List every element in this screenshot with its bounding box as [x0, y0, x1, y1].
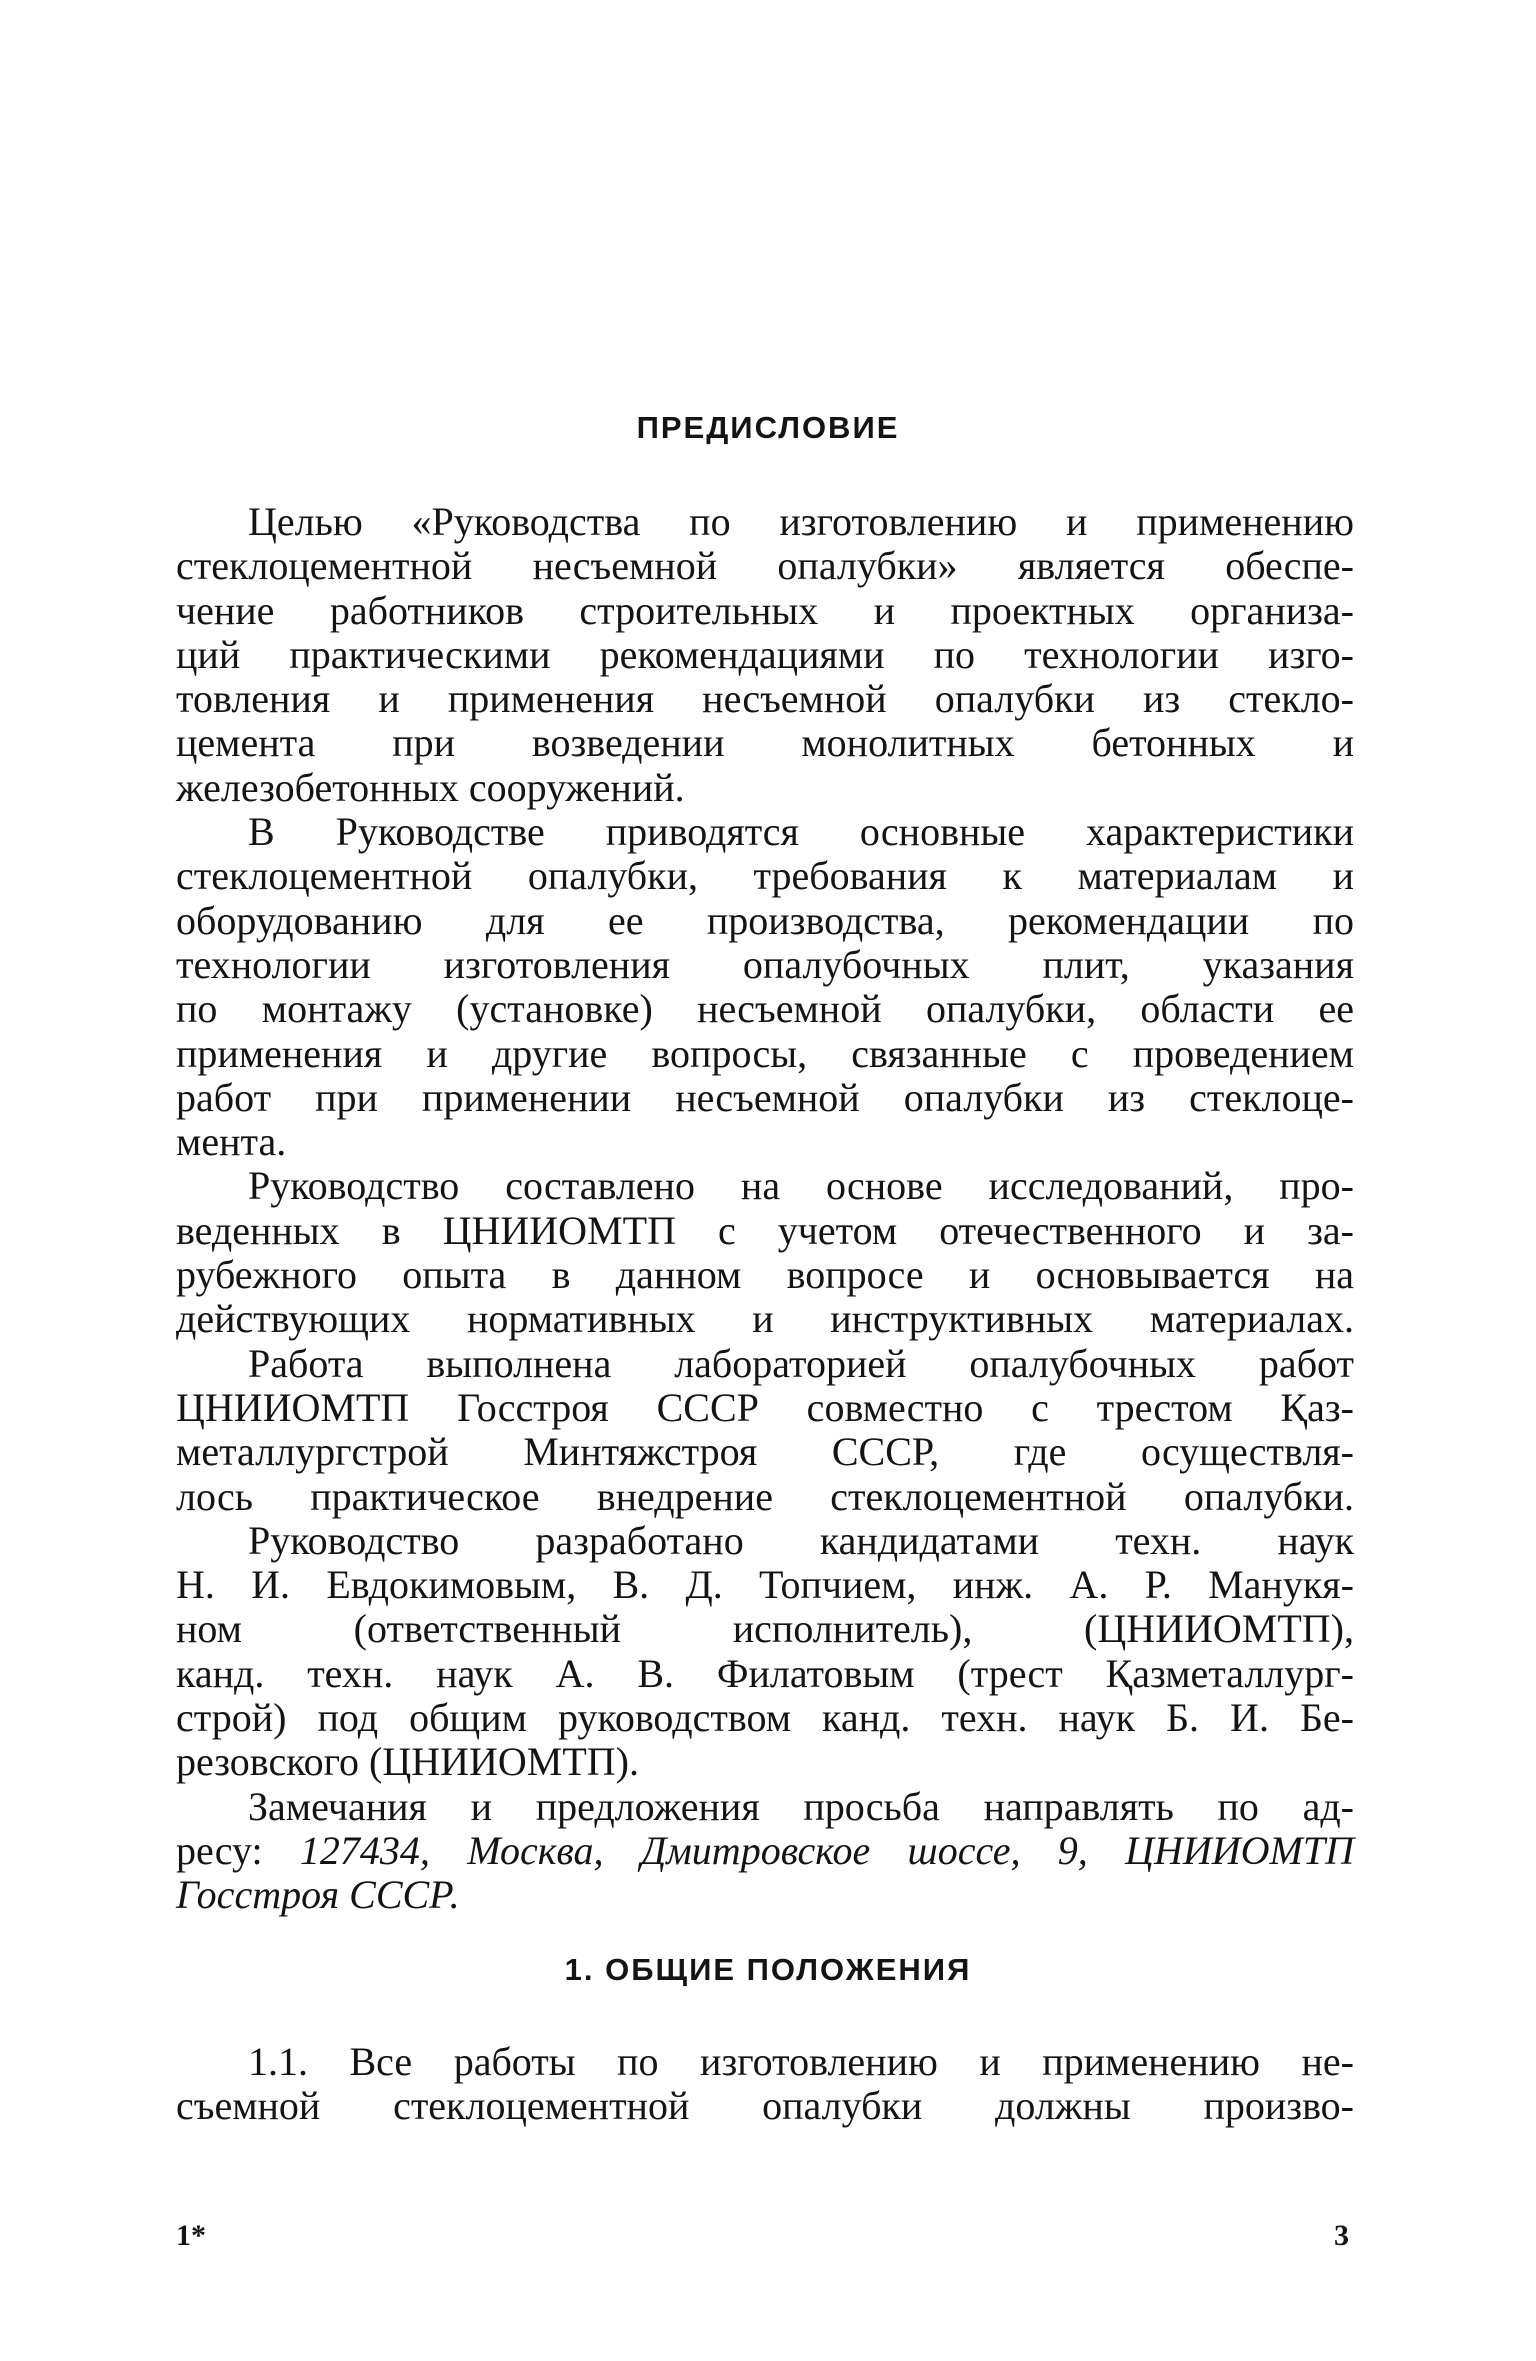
address-prefix: ресу: [176, 1827, 300, 1873]
text-line: товления и применения несъемной опалубки из стекло- [176, 676, 1354, 722]
address-line [176, 1829, 1354, 1873]
text-line: Работа выполнена лабораторией опалубочных работ [248, 1340, 1354, 1386]
text-line: Руководство составлено на основе исследований, про- [248, 1163, 1354, 1209]
text-line: применения и другие вопросы, связанные с проведением [176, 1030, 1354, 1076]
page-number: 3 [1334, 2219, 1349, 2252]
address-intro-line: Замечания и предложения просьба направлять по ад- [248, 1783, 1354, 1829]
preface-body [176, 500, 1354, 1918]
text-line: Целью «Руководства по изготовлению и применению [248, 499, 1354, 544]
text-line: стеклоцементной несъемной опалубки» является обеспе- [176, 543, 1354, 589]
text-line: Н. И. Евдокимовым, В. Д. Топчием, инж. А. Р. Манукя- [176, 1562, 1354, 1608]
text-line: оборудованию для ее производства, рекомендации по [176, 897, 1354, 943]
text-line: резовского (ЦНИИОМТП). [176, 1739, 639, 1785]
text-line: ЦНИИОМТП Госстроя СССР совместно с трестом Қаз- [176, 1384, 1354, 1430]
postal-address: 127434, Москва, Дмитровское шоссе, 9, ЦНИИОМТП [299, 1827, 1354, 1873]
text-line: съемной стеклоцементной опалубки должны произво- [176, 2083, 1354, 2129]
preface-heading: ПРЕДИСЛОВИЕ [636, 410, 900, 445]
section-body [176, 2040, 1354, 2129]
text-line: рубежного опыта в данном вопросе и основывается на [176, 1252, 1354, 1298]
text-line: канд. техн. наук А. В. Филатовым (трест Қазметаллург- [176, 1650, 1354, 1696]
text-line: технологии изготовления опалубочных плит, указания [176, 941, 1354, 987]
text-line: строй) под общим руководством канд. техн. наук Б. И. Бе- [176, 1695, 1354, 1741]
address-organization: Госстроя СССР. [176, 1872, 460, 1918]
section-heading: 1. ОБЩИЕ ПОЛОЖЕНИЯ [564, 1952, 972, 1987]
text-line: Руководство разработано кандидатами техн. наук [248, 1517, 1354, 1563]
text-line: веденных в ЦНИИОМТП с учетом отечественного и за- [176, 1207, 1354, 1253]
text-line: действующих нормативных и инструктивных материалах. [176, 1296, 1354, 1342]
text-line: металлургстрой Минтяжстроя СССР, где осуществля- [176, 1429, 1354, 1475]
text-line: ций практическими рекомендациями по технологии изго- [176, 631, 1354, 677]
text-line: чение работников строительных и проектных организа- [176, 587, 1354, 633]
text-line: по монтажу (установке) несъемной опалубки, области ее [176, 986, 1354, 1032]
text-line: лось практическое внедрение стеклоцементной опалубки. [176, 1473, 1354, 1519]
text-line: мента. [176, 1119, 287, 1165]
signature-mark: 1* [176, 2219, 206, 2252]
text-line: ном (ответственный исполнитель), (ЦНИИОМТП), [176, 1606, 1354, 1652]
text-line: стеклоцементной опалубки, требования к материалам и [176, 853, 1354, 899]
text-line: железобетонных сооружений. [176, 764, 685, 810]
text-line: В Руководстве приводятся основные характеристики [248, 809, 1354, 855]
text-line: 1.1. Все работы по изготовлению и применению не- [248, 2039, 1354, 2084]
text-line: работ при применении несъемной опалубки из стеклоце- [176, 1074, 1354, 1120]
text-line: цемента при возведении монолитных бетонных и [176, 720, 1354, 766]
